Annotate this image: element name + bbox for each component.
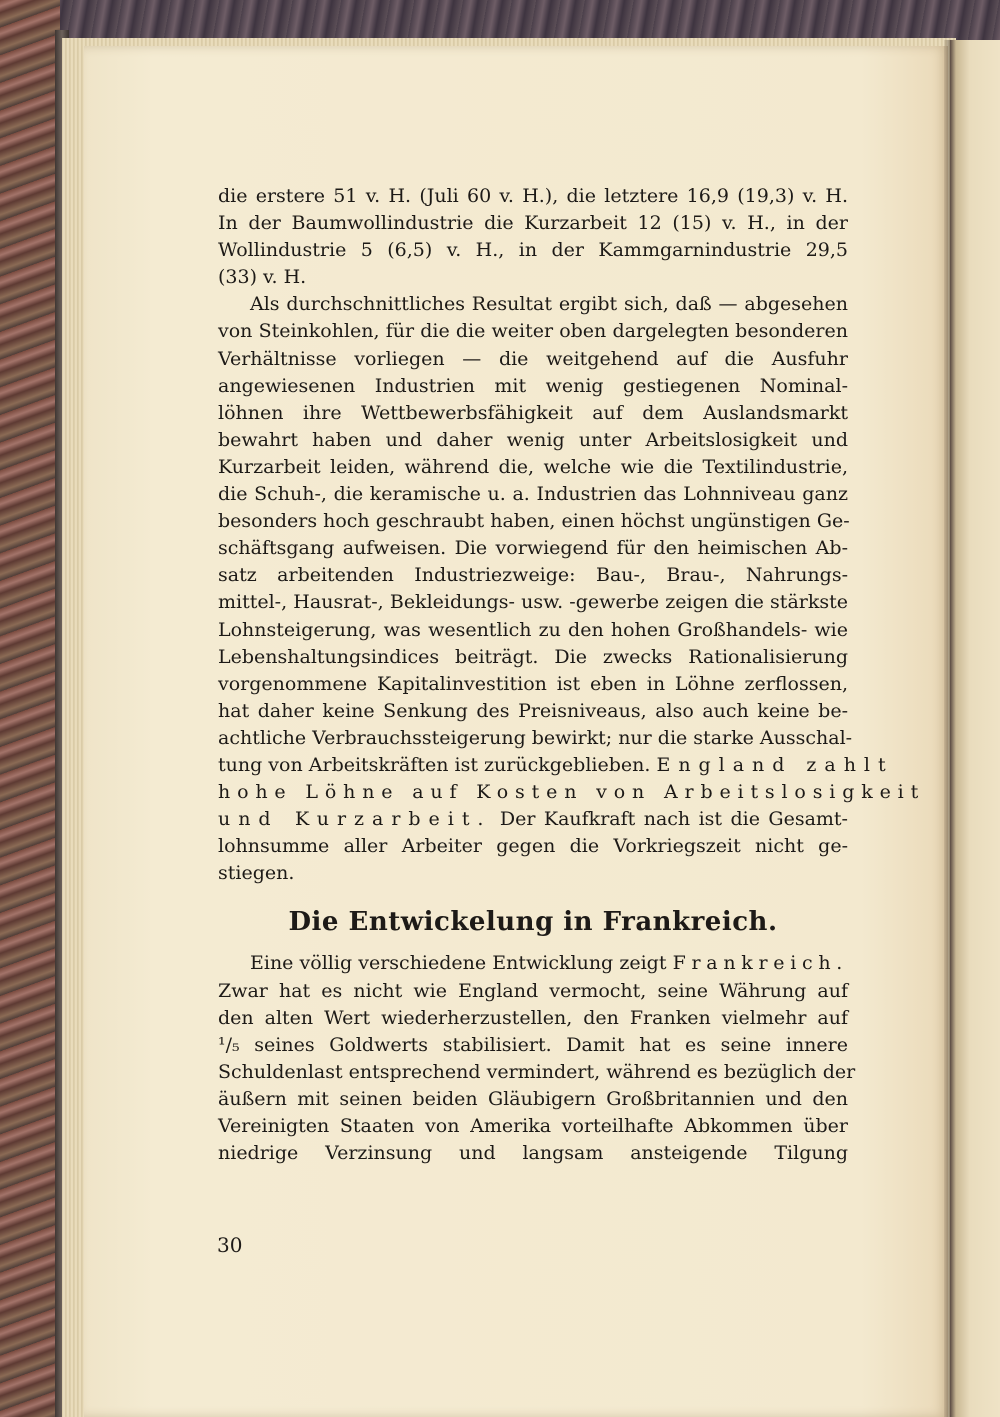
spaced-emphasis: und Kurzarbeit. [218,808,492,831]
page-text [218,183,926,1167]
text-line: Zwar hat es nicht wie England vermocht, seine Währung auf [218,979,848,1002]
text-line: Kurzarbeit leiden, während die, welche wie die Textilindustrie, [218,455,848,478]
text-line-with-emphasis [218,752,894,779]
text-line: angewiesenen Industrien mit wenig gestiegenen Nominal- [218,374,848,397]
spaced-emphasis: Frankreich. [672,952,848,975]
text-line: stiegen. [218,862,295,885]
text-line: die erstere 51 v. H. (Juli 60 v. H.), die letztere 16,9 (19,3) v. H. [218,185,848,207]
text-line: löhnen ihre Wettbewerbsfähigkeit auf dem Auslandsmarkt [218,401,848,424]
text-line: bewahrt haben und daher wenig unter Arbeitslosigkeit und [218,428,848,451]
text-line: vorgenommene Kapitalinvestition ist eben in Löhne zerflossen, [218,672,848,695]
text-line-with-emphasis [218,806,848,833]
text-line: Schuldenlast entsprechend vermindert, während es bezüglich der [218,1060,856,1083]
text-line-with-emphasis [218,950,848,977]
text-line: von Steinkohlen, für die die weiter oben dargelegten besonderen [218,320,848,343]
text-line: Lebenshaltungsindices beiträgt. Die zwecks Rationalisierung [218,645,848,668]
paragraph-1 [218,183,848,291]
text-line: ¹/₅ seines Goldwerts stabilisiert. Damit hat es seine innere [218,1033,848,1056]
facing-page-edge [950,40,1000,1417]
text-line: Wollindustrie 5 (6,5) v. H., in der Kammgarnindustrie 29,5 [218,239,848,262]
text-line: die Schuh-, die keramische u. a. Industrien das Lohnniveau ganz [218,483,848,506]
text-line: lohnsumme aller Arbeiter gegen die Vorkriegszeit nicht ge- [218,835,848,858]
text-line: besonders hoch geschraubt haben, einen höchst ungünstigen Ge- [218,510,850,533]
text-line: In der Baumwollindustrie die Kurzarbeit 12 (15) v. H., in der [218,212,848,235]
text-line: mittel-, Hausrat-, Bekleidungs- usw. -gewerbe zeigen die stärkste [218,591,848,614]
text-segment: tung von Arbeitskräften ist zurückgeblieben. [218,753,651,776]
text-line: Vereinigten Staaten von Amerika vorteilhafte Abkommen über [218,1115,848,1137]
text-line: Verhältnisse vorliegen — die weitgehend auf die Ausfuhr [218,347,848,370]
spaced-emphasis-line: hohe Löhne auf Kosten von Arbeitslosigkeit [218,781,926,804]
text-line: satz arbeitenden Industriezweige: Bau-, Brau-, Nahrungs- [218,564,848,587]
text-line: niedrige Verzinsung und langsam ansteigende Tilgung [218,1142,848,1165]
text-line: Als durchschnittliches Resultat ergibt sich, daß — abgesehen [250,293,848,316]
text-line: äußern mit seinen beiden Gläubigern Großbritannien und den [218,1087,848,1110]
section-heading: Die Entwickelung in Frankreich. [288,907,778,938]
text-segment: Der Kaufkraft nach ist die Gesamt- [499,808,848,831]
paragraph-2 [218,291,926,887]
text-line: Lohnsteigerung, was wesentlich zu den hohen Großhandels- wie [218,618,848,641]
spaced-emphasis: England zahlt [656,753,894,776]
text-line: achtliche Verbrauchssteigerung bewirkt; nur die starke Ausschal- [218,726,853,749]
text-line: hat daher keine Senkung des Preisniveaus, also auch keine be- [218,699,848,722]
text-line: den alten Wert wiederherzustellen, den Franken vielmehr auf [218,1006,848,1029]
book-cover-marbled-edge [0,0,60,1417]
page-number: 30 [217,1233,243,1257]
text-line: (33) v. H. [218,266,307,289]
paragraph-3 [218,950,856,1167]
text-segment: Eine völlig verschiedene Entwicklung zeigt [250,952,667,975]
text-line: schäftsgang aufweisen. Die vorwiegend für den heimischen Ab- [218,537,848,560]
